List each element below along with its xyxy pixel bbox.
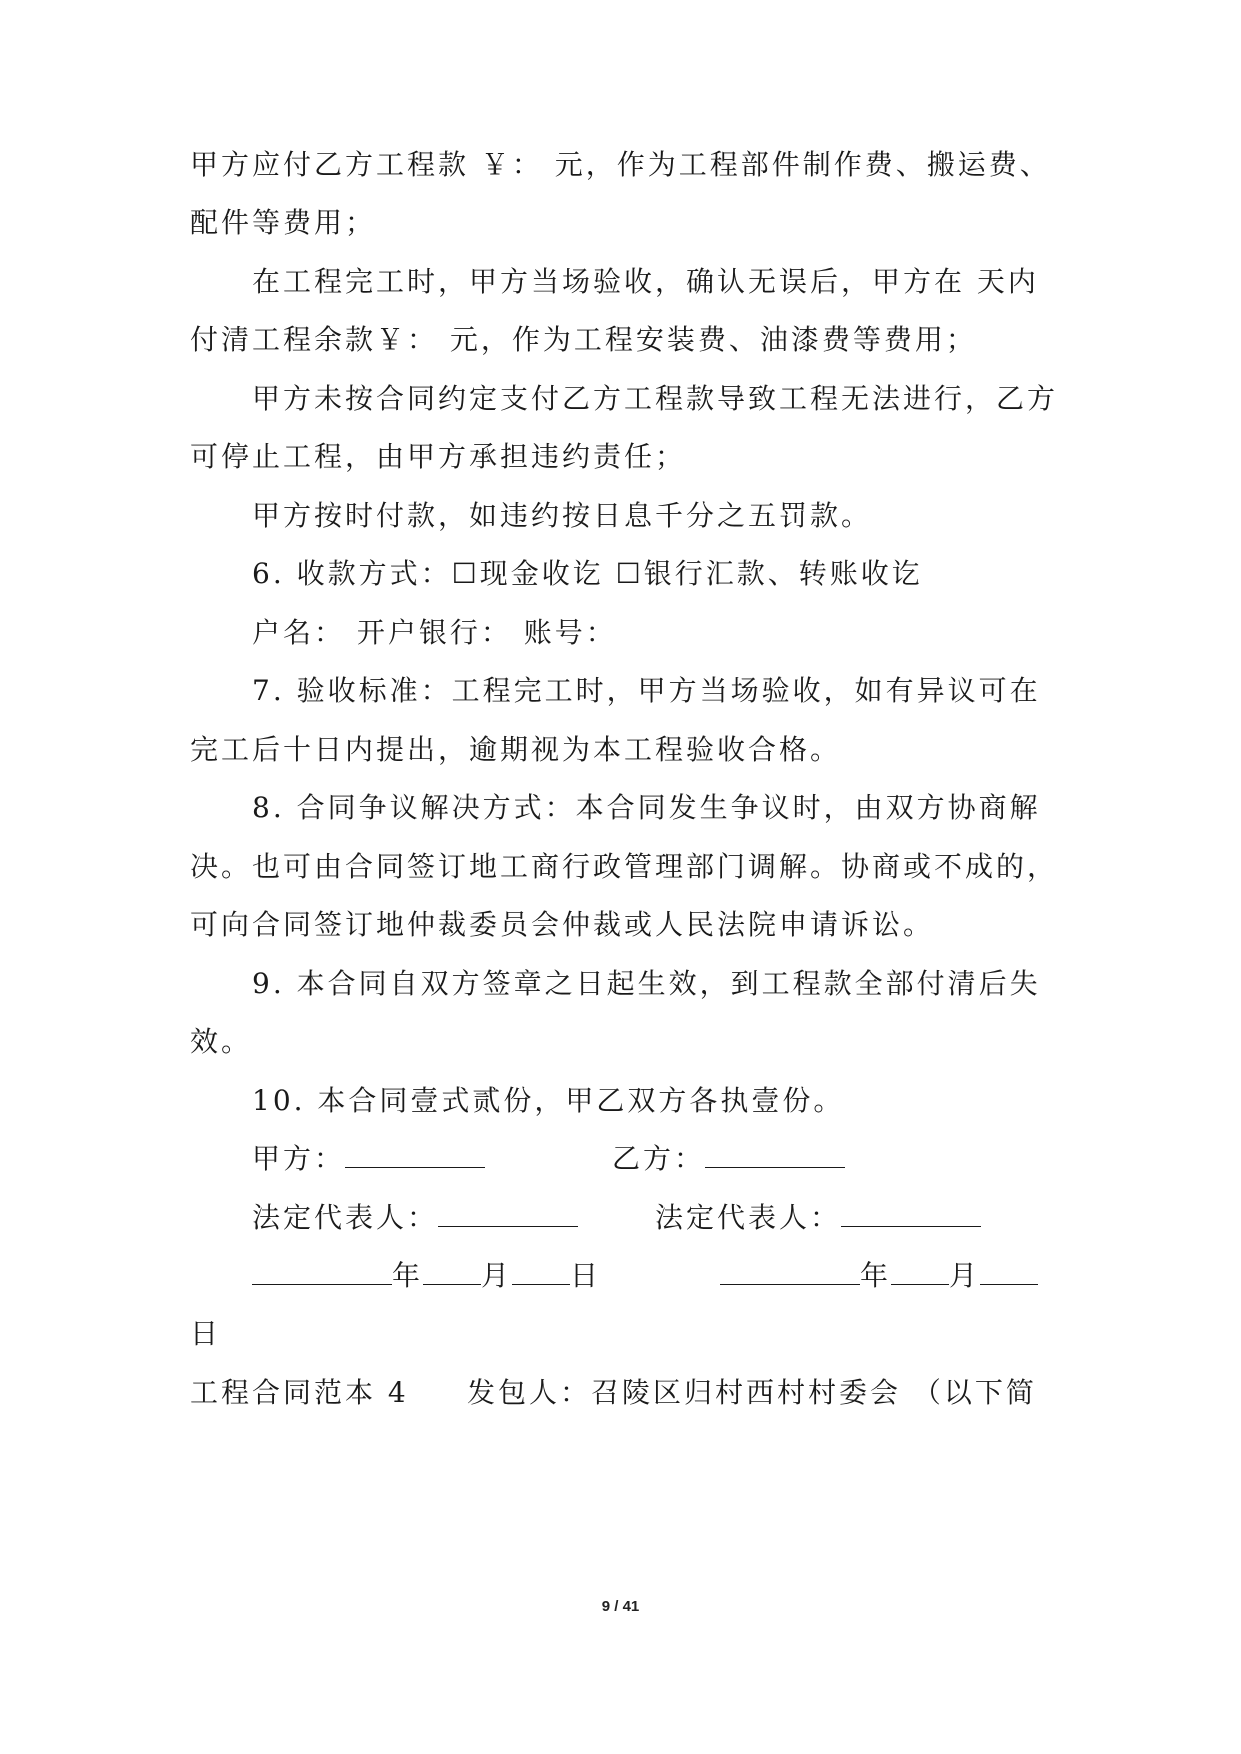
paragraph-line: 6. 收款方式：☐现金收讫 ☐银行汇款、转账收讫	[252, 557, 923, 590]
party-a-signature	[252, 1139, 485, 1179]
paragraph-line: 7. 验收标准：工程完工时，甲方当场验收，如有异议可在	[252, 674, 1041, 707]
rep-a-label: 法定代表人：	[252, 1201, 439, 1234]
paragraph-line: 可向合同签订地仲裁委员会仲裁或人民法院申请诉讼。	[190, 908, 935, 941]
party-b-blank	[705, 1141, 845, 1168]
paragraph-line: 付清工程余款￥： 元，作为工程安装费、油漆费等费用；	[190, 323, 977, 356]
paragraph-line: 甲方按时付款，如违约按日息千分之五罚款。	[252, 499, 873, 532]
party-a-blank	[345, 1141, 485, 1168]
rep-b-signature	[655, 1198, 981, 1238]
year-label: 年	[860, 1259, 892, 1292]
paragraph-line: 效。	[190, 1025, 253, 1058]
day-blank	[512, 1258, 570, 1285]
rep-b-blank	[841, 1200, 981, 1227]
month-blank	[423, 1258, 481, 1285]
party-a-label: 甲方：	[252, 1142, 346, 1175]
paragraph-line: 8. 合同争议解决方式：本合同发生争议时，由双方协商解	[252, 791, 1041, 824]
paragraph-line: 决。也可由合同签订地工商行政管理部门调解。协商或不成的，	[190, 850, 1059, 883]
paragraph-line: 甲方应付乙方工程款 ￥： 元，作为工程部件制作费、搬运费、	[190, 148, 1051, 181]
date-b	[720, 1256, 1038, 1296]
paragraph-line: 配件等费用；	[190, 206, 377, 239]
date-b-day: 日	[190, 1317, 222, 1350]
paragraph-line: 可停止工程，由甲方承担违约责任；	[190, 440, 687, 473]
paragraph-line: 甲方未按合同约定支付乙方工程款导致工程无法进行，乙方	[252, 382, 1059, 415]
page-number: 9 / 41	[601, 1598, 640, 1615]
month-label: 月	[481, 1259, 513, 1292]
year-label: 年	[392, 1259, 424, 1292]
next-section-title: 工程合同范本 4	[190, 1376, 409, 1409]
month-blank	[891, 1258, 949, 1285]
day-blank	[980, 1258, 1038, 1285]
paragraph-line: 10. 本合同壹式贰份，甲乙双方各执壹份。	[252, 1084, 845, 1117]
year-blank	[252, 1258, 392, 1285]
paragraph-line: 在工程完工时，甲方当场验收，确认无误后，甲方在 天内	[252, 265, 1039, 298]
day-label: 日	[570, 1259, 602, 1292]
next-section-text: 发包人：召陵区归村西村村委会 （以下简	[467, 1376, 1037, 1409]
rep-b-label: 法定代表人：	[655, 1201, 842, 1234]
year-blank	[720, 1258, 860, 1285]
month-label: 月	[949, 1259, 981, 1292]
paragraph-line: 户名： 开户银行： 账号：	[252, 616, 617, 649]
party-b-label: 乙方：	[612, 1142, 706, 1175]
date-a	[252, 1256, 601, 1296]
rep-a-blank	[438, 1200, 578, 1227]
party-b-signature	[612, 1139, 845, 1179]
paragraph-line: 9. 本合同自双方签章之日起生效，到工程款全部付清后失	[252, 967, 1041, 1000]
paragraph-line: 完工后十日内提出，逾期视为本工程验收合格。	[190, 733, 842, 766]
rep-a-signature	[252, 1198, 578, 1238]
